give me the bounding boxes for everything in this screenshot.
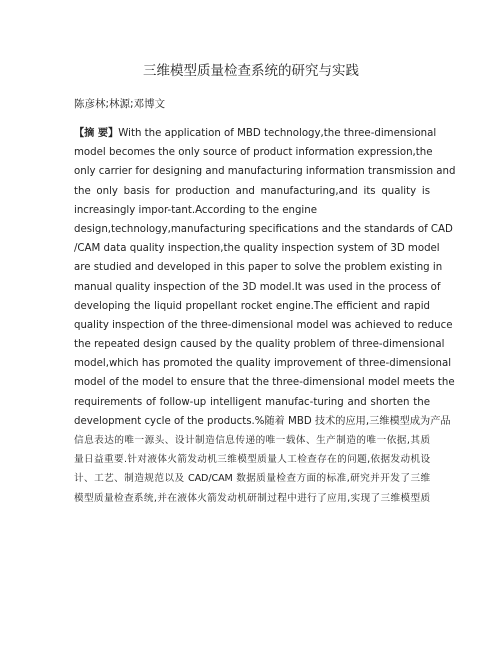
abstract-line — [74, 124, 437, 143]
abstract-line: the only basis for production and manufacturing,and its quality is — [74, 185, 430, 197]
abstract-line: increasingly impor-tant.According to the engine — [74, 204, 317, 216]
abstract-line: model of the model to ensure that the three-dimensional model meets the — [74, 377, 455, 389]
abstract-line: 模型质量检查系统,并在液体火箭发动机研制过程中进行了应用,实现了三维模型质 — [74, 492, 430, 504]
document-authors: 陈彦林;林源;邓博文 — [74, 98, 166, 110]
abstract-line: manual quality inspection of the 3D model.It was used in the process of — [74, 281, 441, 293]
abstract-line: only carrier for designing and manufacturing information transmission and — [74, 166, 456, 178]
abstract-line: development cycle of the products.%随着 MBD 技术的应用,三维模型成为产品 — [74, 415, 451, 427]
abstract-line-text: With the application of MBD technology,the three-dimensional — [118, 128, 437, 139]
abstract-line: the repeated design caused by the quality problem of three-dimensional — [74, 339, 445, 351]
abstract-line: quality inspection of the three-dimensional model was achieved to reduce — [74, 319, 453, 331]
abstract-line: design,technology,manufacturing specifications and the standards of CAD — [74, 223, 453, 235]
abstract-block — [74, 124, 456, 508]
document-title: 三维模型质量检查系统的研究与实践 — [143, 63, 359, 79]
abstract-line: model becomes the only source of product information expression,the — [74, 147, 433, 159]
abstract-line: are studied and developed in this paper to solve the problem existing in — [74, 262, 443, 274]
abstract-line: 信息表达的唯一源头、设计制造信息传递的唯一载体、生产制造的唯一依据,其质 — [74, 435, 430, 446]
abstract-line: model,which has promoted the quality improvement of three-dimensional — [74, 358, 452, 370]
abstract-line: 量日益重要.针对液体火箭发动机三维模型质量人工检查存在的问题,依据发动机设 — [74, 454, 430, 466]
abstract-line: 计、工艺、制造规范以及 CAD/CAM 数据质量检查方面的标准,研究并开发了三维 — [74, 473, 430, 485]
abstract-line: developing the liquid propellant rocket engine.The efficient and rapid — [74, 300, 430, 312]
abstract-line: requirements of follow-up intelligent manufac-turing and shorten the — [74, 396, 430, 408]
abstract-line: /CAM data quality inspection,the quality inspection system of 3D model — [74, 243, 440, 255]
abstract-label: 【摘 要】 — [74, 128, 119, 139]
